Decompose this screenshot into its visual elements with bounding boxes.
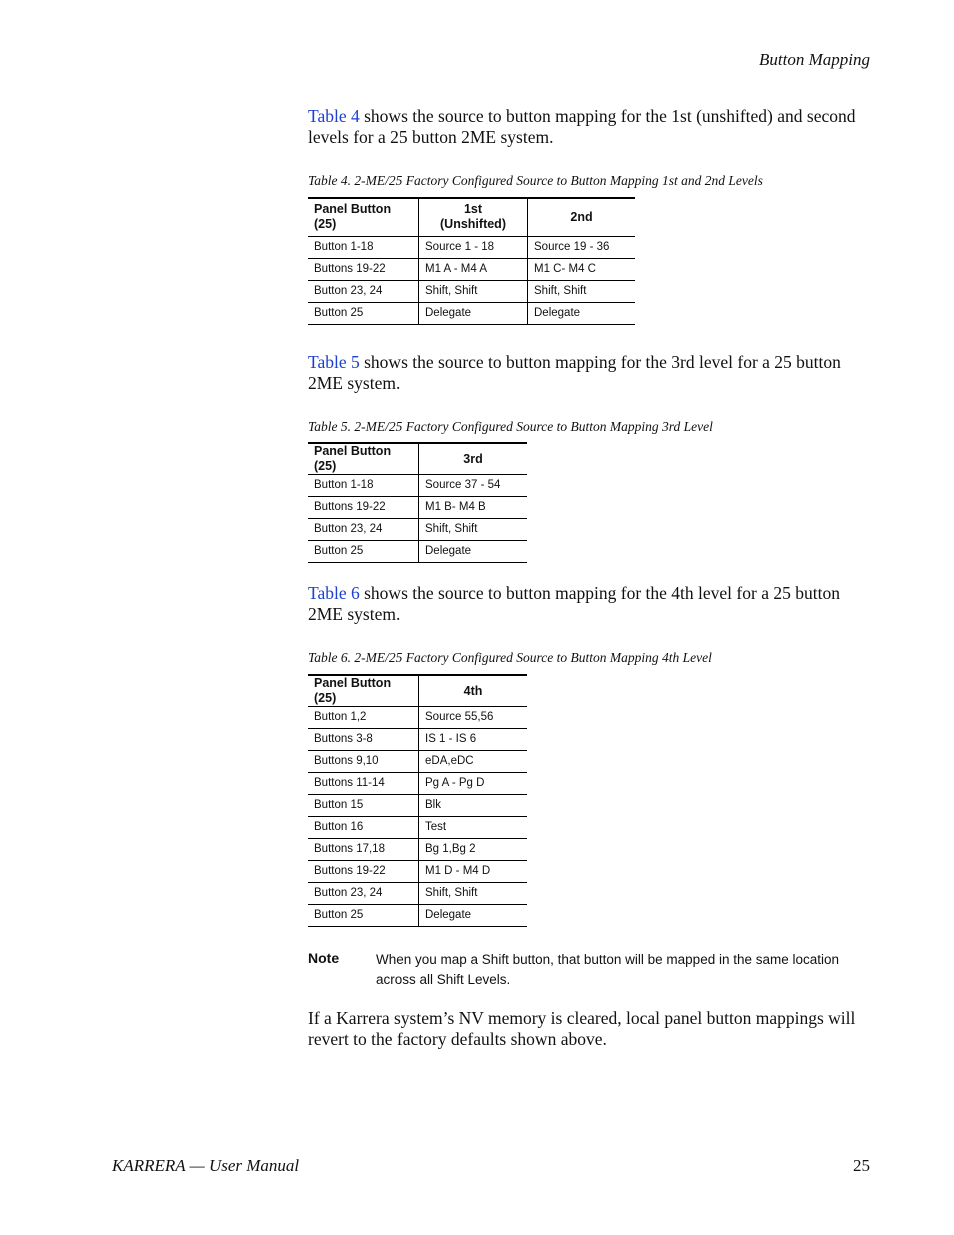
paragraph-nv-memory: If a Karrera system’s NV memory is cleared, local panel button mappings will revert to the factory defaults shown above. — [308, 1008, 856, 1049]
table-cell: Blk — [419, 795, 528, 817]
table-cell: IS 1 - IS 6 — [419, 729, 528, 751]
table-cell: M1 C- M4 C — [528, 258, 636, 280]
table-cell: Source 1 - 18 — [419, 236, 528, 258]
table-cell: Button 25 — [308, 905, 419, 927]
table-row — [308, 729, 527, 751]
column-header: 2nd — [528, 198, 636, 236]
table5 — [308, 442, 527, 563]
table5-caption: Table 5. 2-ME/25 Factory Configured Source to Button Mapping 3rd Level — [308, 419, 713, 434]
table6 — [308, 674, 527, 927]
table-row — [308, 302, 635, 324]
table-cell: Button 23, 24 — [308, 280, 419, 302]
table-row — [308, 707, 527, 729]
page-number: 25 — [853, 1156, 870, 1175]
note-text: When you map a Shift button, that button will be mapped in the same location across all Shift Levels. — [376, 952, 840, 987]
table-cell: Source 55,56 — [419, 707, 528, 729]
table-cell: Delegate — [419, 541, 528, 563]
table-cell: Buttons 3-8 — [308, 729, 419, 751]
table-row — [308, 280, 635, 302]
column-header: Panel Button (25) — [308, 443, 419, 475]
footer-manual-title: KARRERA — User Manual — [112, 1156, 300, 1175]
note-label: Note — [308, 950, 340, 966]
table-header-row — [308, 675, 527, 707]
table-cell: M1 B- M4 B — [419, 497, 528, 519]
paragraph-text: shows the source to button mapping for the 1st (unshifted) and second levels for a 25 button 2ME system. — [308, 106, 856, 147]
running-header: Button Mapping — [759, 50, 870, 69]
table-cell: Button 16 — [308, 817, 419, 839]
table-cell: Buttons 11-14 — [308, 773, 419, 795]
table-cell: Button 25 — [308, 541, 419, 563]
column-header: 1st (Unshifted) — [419, 198, 528, 236]
table-cell: M1 D - M4 D — [419, 861, 528, 883]
table-cell: Button 25 — [308, 302, 419, 324]
table-cell: Shift, Shift — [419, 883, 528, 905]
table-cell: Buttons 19-22 — [308, 497, 419, 519]
table-row — [308, 236, 635, 258]
table-cell: Source 37 - 54 — [419, 475, 528, 497]
table-row — [308, 475, 527, 497]
table-row — [308, 773, 527, 795]
table4-link[interactable]: Table 4 — [308, 106, 360, 126]
paragraph-table6-intro — [308, 583, 878, 625]
column-header: Panel Button (25) — [308, 198, 419, 236]
table-row — [308, 839, 527, 861]
column-header: Panel Button (25) — [308, 675, 419, 707]
paragraph-text: shows the source to button mapping for the 4th level for a 25 button 2ME system. — [308, 583, 840, 624]
table-cell: Button 1-18 — [308, 236, 419, 258]
table-cell: Shift, Shift — [528, 280, 636, 302]
paragraph-text: shows the source to button mapping for the 3rd level for a 25 button 2ME system. — [308, 352, 841, 393]
table-row — [308, 883, 527, 905]
table4-caption: Table 4. 2-ME/25 Factory Configured Source to Button Mapping 1st and 2nd Levels — [308, 173, 763, 188]
table-cell: M1 A - M4 A — [419, 258, 528, 280]
table-cell: Delegate — [419, 905, 528, 927]
table-header-row — [308, 443, 527, 475]
table-cell: Test — [419, 817, 528, 839]
table-cell: Button 23, 24 — [308, 519, 419, 541]
table-cell: Buttons 19-22 — [308, 258, 419, 280]
table4 — [308, 197, 635, 325]
table-row — [308, 541, 527, 563]
table-cell: Button 1,2 — [308, 707, 419, 729]
table-cell: Button 23, 24 — [308, 883, 419, 905]
table-cell: Button 15 — [308, 795, 419, 817]
table-cell: Delegate — [528, 302, 636, 324]
table-row — [308, 861, 527, 883]
table-row — [308, 258, 635, 280]
table-cell: Delegate — [419, 302, 528, 324]
table6-link[interactable]: Table 6 — [308, 583, 360, 603]
table-cell: Shift, Shift — [419, 280, 528, 302]
table6-caption: Table 6. 2-ME/25 Factory Configured Source to Button Mapping 4th Level — [308, 650, 712, 665]
column-header: 4th — [419, 675, 528, 707]
table-row — [308, 817, 527, 839]
table-cell: Source 19 - 36 — [528, 236, 636, 258]
table-header-row — [308, 198, 635, 236]
paragraph-table4-intro — [308, 106, 878, 148]
table-cell: Shift, Shift — [419, 519, 528, 541]
table-cell: eDA,eDC — [419, 751, 528, 773]
table-cell: Buttons 19-22 — [308, 861, 419, 883]
table-row — [308, 795, 527, 817]
table-cell: Bg 1,Bg 2 — [419, 839, 528, 861]
table5-link[interactable]: Table 5 — [308, 352, 360, 372]
table-cell: Pg A - Pg D — [419, 773, 528, 795]
table-cell: Buttons 17,18 — [308, 839, 419, 861]
table-row — [308, 751, 527, 773]
column-header: 3rd — [419, 443, 528, 475]
paragraph-table5-intro — [308, 352, 878, 394]
table-cell: Button 1-18 — [308, 475, 419, 497]
table-row — [308, 519, 527, 541]
table-cell: Buttons 9,10 — [308, 751, 419, 773]
table-row — [308, 497, 527, 519]
table-row — [308, 905, 527, 927]
